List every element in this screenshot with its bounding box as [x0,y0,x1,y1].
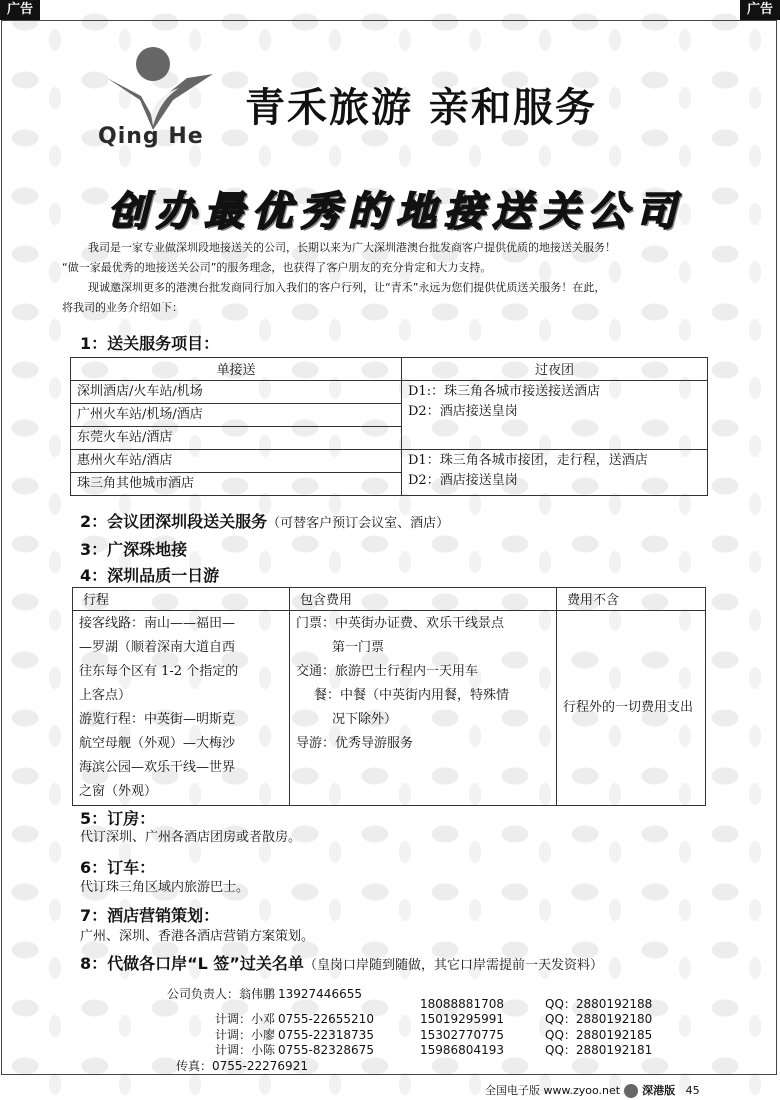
footer-edition: 深港版 [642,1084,676,1097]
ad-label-right: 广告 [740,0,780,20]
section-6-body: 代订珠三角区域内旅游巴士。 [80,880,250,895]
table-header: 单接送 [71,358,402,381]
cell-line: D1:：珠三角各城市接送接送酒店 [408,384,601,399]
table-header: 包含费用 [290,588,557,611]
cell-line: 海滨公园—欢乐干线—世界 [79,760,236,775]
intro-line: 将我司的业务介绍如下： [62,301,183,314]
section-3-title: 3：广深珠地接 [80,540,188,559]
slogan: 创办最优秀的地接送关公司 [108,188,684,235]
cell-line: 上客点） [79,688,132,703]
contact-qq: QQ：2880192188 [545,996,653,1011]
cell-line: D1：珠三角各城市接团，走行程，送酒店 [408,453,648,468]
ad-label-left: 广告 [0,0,40,20]
day-tour-table [72,587,706,806]
cell-line: D2：酒店接送皇岗 [408,404,518,419]
section-8-note: （皇岗口岸随到随做，其它口岸需提前一天发资料） [303,958,603,973]
cell-line: 导游：优秀导游服务 [296,736,414,751]
contact-role: 计调：小廖 [214,1027,275,1042]
table-cell: 惠州火车站/酒店 [71,450,402,473]
footer-site: 全国电子版 www.zyoo.net [485,1084,621,1097]
contact-phone: 13927446655 [278,987,362,1001]
page-footer [485,1082,700,1098]
cell-line: 餐：中餐（中英街内用餐，特殊情 [314,688,510,703]
contact-fax: 传真：0755-22276921 [176,1058,308,1073]
contact-role: 公司负责人：翁伟鹏 [166,987,275,1001]
contact-phone: 0755-82328675 [278,1043,374,1058]
contact-role: 计调：小陈 [214,1043,275,1058]
page-number: 45 [685,1084,700,1097]
section-2-heading: 2：会议团深圳段送关服务 [80,512,268,531]
cell-line: 往东每个区有 1-2 个指定的 [79,664,239,679]
cell-line: 之窗（外观） [79,784,158,799]
section-2-note: （可替客户预订会议室、酒店） [267,516,450,531]
contact-mobile: 15302770775 [420,1027,504,1042]
table-cell: 东莞火车站/酒店 [71,427,402,450]
cell-line: 门票：中英街办证费、欢乐干线景点 [296,616,505,631]
intro-line: “做一家最优秀的地接送关公司”的服务理念，也获得了客户朋友的充分肯定和大力支持。 [62,261,492,274]
table-cell [402,450,708,496]
logo-text: Qing He [98,124,204,149]
table-header: 费用不含 [557,588,706,611]
section-6-title: 6：订车： [80,858,156,877]
fees-cell [290,611,557,806]
service-table [70,357,708,496]
cell-line: —罗湖（顺着深南大道自西 [79,640,236,655]
contact-phone: 0755-22318735 [278,1027,374,1042]
excluded-cell: 行程外的一切费用支出 [557,611,706,806]
section-7-body: 广州、深圳、香港各酒店营销方案策划。 [80,929,315,944]
intro-paragraph [62,238,727,318]
table-cell [402,381,708,450]
contact-role: 计调：小邓 [214,1012,275,1027]
contact-mobile: 15986804193 [420,1043,504,1058]
cell-line: 航空母舰（外观）—大梅沙 [79,736,236,751]
section-8-heading: 8：代做各口岸“L 签”过关名单 [80,954,304,973]
cell-line: 交通：旅游巴士行程内一天用车 [296,664,479,679]
section-5-title: 5：订房： [80,809,156,828]
intro-line: 现诚邀深圳更多的港澳台批发商同行加入我们的客户行列，让“青禾”永远为您们提供优质送关服务！在此， [88,281,606,294]
contact-phone: 0755-22655210 [278,1012,374,1027]
headline: 青禾旅游 亲和服务 [245,85,597,131]
contact-qq: QQ：2880192185 [545,1027,653,1042]
table-header: 过夜团 [402,358,708,381]
section-7-title: 7：酒店营销策划： [80,906,220,925]
cell-line: 况下除外） [332,712,398,727]
route-cell [73,611,290,806]
section-1-title: 1：送关服务项目： [80,334,220,353]
section-5-body: 代订深圳、广州各酒店团房或者散房。 [80,830,302,845]
contact-mobile: 15019295991 [420,1012,504,1027]
contact-qq: QQ：2880192180 [545,1012,653,1027]
intro-line: 我司是一家专业做深圳段地接送关的公司，长期以来为广大深圳港澳台批发商客户提供优质的地接送关服务！ [88,241,616,254]
table-cell: 深圳酒店/火车站/机场 [71,381,402,404]
table-cell: 珠三角其他城市酒店 [71,473,402,496]
section-8-title [80,951,603,974]
section-2-title [80,509,449,532]
cell-line: 游览行程：中英街—明斯克 [79,712,236,727]
section-4-title: 4：深圳品质一日游 [80,566,220,585]
contact-qq: QQ：2880192181 [545,1043,653,1058]
contact-mobile: 18088881708 [420,996,504,1011]
table-cell: 广州火车站/机场/酒店 [71,404,402,427]
cell-line: 接客线路：南山——福田— [79,616,236,631]
cell-line: 第一门票 [332,640,385,655]
cell-line: D2：酒店接送皇岗 [408,473,518,488]
edition-logo-icon [624,1084,638,1098]
table-header: 行程 [73,588,290,611]
